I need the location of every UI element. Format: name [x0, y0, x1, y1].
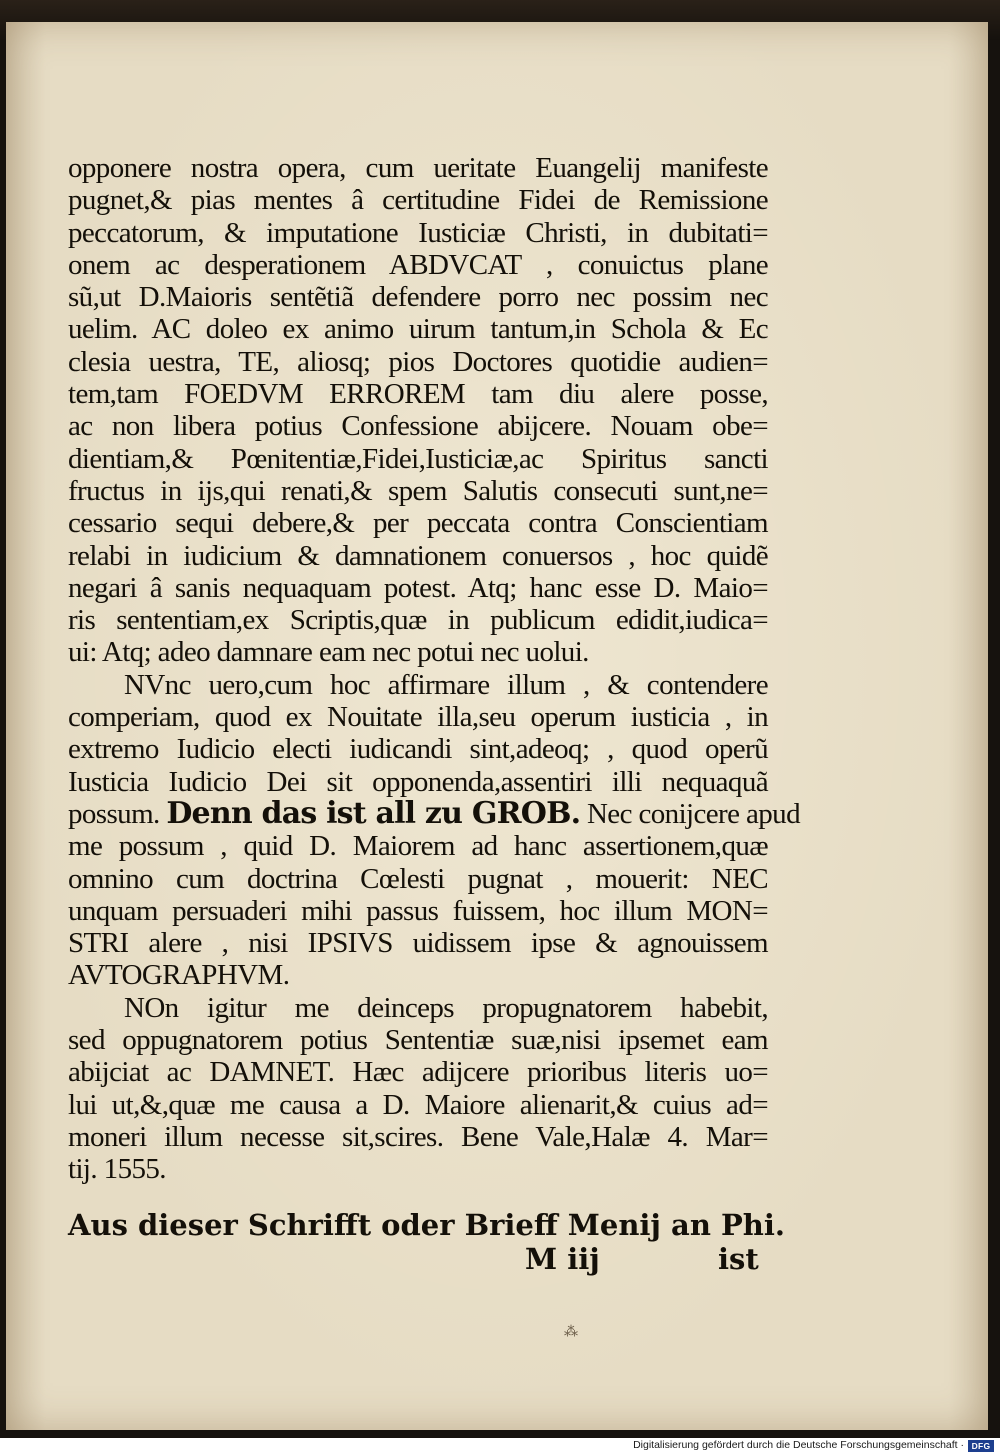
text-line: tem,tam FOEDVM ERROREM tam diu alere posse, [68, 378, 768, 411]
catchword: ist [718, 1241, 759, 1276]
text-line: ui: Atq; adeo damnare eam nec potui nec uolui. [68, 636, 589, 669]
text-line: relabi in iudicium & damnationem conuersos , hoc quidẽ [68, 539, 768, 572]
text-line: abijciat ac DAMNET. Hæc adijcere prioribus literis uo= [68, 1056, 768, 1089]
dfg-logo-icon: DFG [968, 1440, 994, 1452]
book-page [6, 22, 988, 1430]
text-line: onem ac desperationem ABDVCAT , conuictus plane [68, 248, 768, 281]
text-line: cessario sequi debere,& per peccata contra Conscientiam [68, 507, 768, 540]
text-line: fructus in ijs,qui renati,& spem Salutis consecuti sunt,ne= [68, 474, 768, 507]
funding-notice: Digitalisierung gefördert durch die Deutsche Forschungsgemeinschaft · [633, 1439, 964, 1451]
text-line: NOn igitur me deinceps propugnatorem habebit, [124, 991, 768, 1024]
text-line: tij. 1555. [68, 1153, 166, 1186]
signature-row [68, 1242, 768, 1276]
text-line: clesia uestra, TE, aliosq; pios Doctores quotidie audien= [68, 345, 768, 378]
closing-line: Aus dieser Schrifft oder Brieff Menij an Phi. [68, 1207, 785, 1242]
text-line: opponere nostra opera, cum ueritate Euangelij manifeste [68, 152, 768, 184]
text-line: pugnet,& pias mentes â certitudine Fidei de Remissione [68, 184, 768, 217]
paragraph-1 [68, 152, 768, 669]
text-line: negari â sanis nequaquam potest. Atq; hanc esse D. Maio= [68, 571, 768, 604]
text-line: ac non libera potius Confessione abijcere. Nouam obe= [68, 410, 768, 443]
text-line: Iusticia Iudicio Dei sit opponenda,assentiri illi nequaquã [68, 765, 768, 798]
paragraph-2 [68, 668, 800, 992]
text-line: comperiam, quod ex Nouitate illa,seu operum iusticia , in [68, 701, 768, 734]
text-line: omnino cum doctrina Cœlesti pugnat , mouerit: NEC [68, 862, 768, 895]
text-line: lui ut,&,quæ me causa a D. Maiore alienarit,& cuius ad= [68, 1088, 768, 1121]
text-line: extremo Iudicio electi iudicandi sint,adeoq; , quod operũ [68, 733, 768, 766]
signature-mark: M iij [525, 1241, 600, 1276]
spacer [68, 1186, 768, 1208]
latin-text: Nec conijcere apud [586, 797, 800, 830]
text-line: unquam persuaderi mihi passus fuissem, hoc illum MON= [68, 894, 768, 927]
paper-blemish: ⁂ [564, 1325, 578, 1340]
text-line-mixed [68, 795, 800, 831]
text-block [68, 152, 800, 1276]
text-line: uelim. AC doleo ex animo uirum tantum,in Schola & Ec [68, 313, 768, 346]
footer-bar [0, 1438, 1000, 1455]
text-line: STRI alere , nisi IPSIVS uidissem ipse & agnouissem [68, 927, 768, 960]
text-line: sũ,ut D.Maioris sentẽtiã defendere porro nec possim nec [68, 281, 768, 314]
text-line: sed oppugnatorem potius Sententiæ suæ,nisi ipsemet eam [68, 1024, 768, 1057]
text-line: AVTOGRAPHVM. [68, 959, 290, 992]
text-line: moneri illum necesse sit,scires. Bene Vale,Halæ 4. Mar= [68, 1120, 768, 1153]
text-line: NVnc uero,cum hoc affirmare illum , & contendere [124, 668, 768, 701]
text-line: me possum , quid D. Maiorem ad hanc assertionem,quæ [68, 830, 768, 863]
blackletter-text: Denn das ist all zu GROB. [166, 795, 581, 831]
text-line: dientiam,& Pœnitentiæ,Fidei,Iusticiæ,ac Spiritus sancti [68, 442, 768, 475]
text-line: ris sententiam,ex Scriptis,quæ in publicum edidit,iudica= [68, 604, 768, 637]
paragraph-3 [68, 992, 768, 1186]
text-line: peccatorum, & imputatione Iusticiæ Christi, in dubitati= [68, 216, 768, 249]
latin-text: possum. [68, 797, 160, 830]
